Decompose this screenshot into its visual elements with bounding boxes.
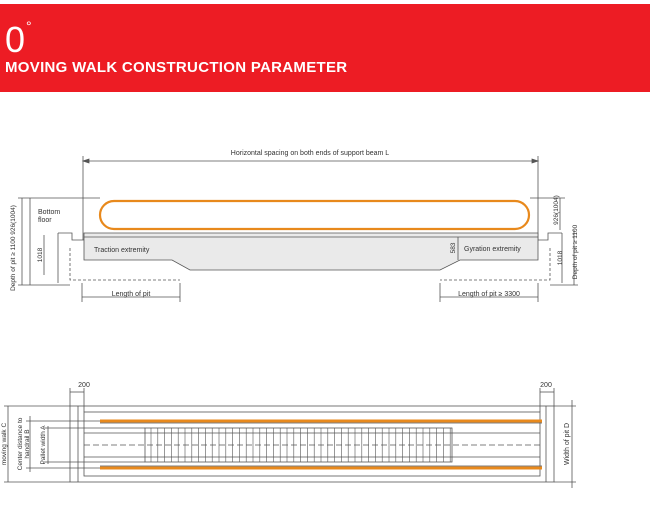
bottom-floor-label-1: Bottom [38, 209, 61, 216]
dim-583: 583 [450, 242, 457, 254]
dim-1018-right: 1018 [557, 250, 564, 266]
horizontal-spacing-label: Horizontal spacing on both ends of support beam L [230, 150, 390, 157]
dim-200-left: 200 [78, 382, 90, 389]
angle-value: 0 [5, 19, 26, 60]
center-distance-label-2: handrail B [24, 429, 31, 459]
arrow-right [532, 159, 538, 163]
arrow-left [83, 159, 89, 163]
depth-of-pit-right: Depth of pit ≥ 1100 [572, 224, 579, 280]
page-title: MOVING WALK CONSTRUCTION PARAMETER [5, 59, 348, 76]
traction-extremity-label: Traction extremity [94, 247, 150, 254]
degree-symbol: ° [26, 18, 32, 34]
dim-926-right: 926(1004) [553, 195, 560, 225]
pallet-width-label: Pallet width A [40, 425, 47, 465]
elevation-view [18, 156, 578, 302]
left-floor-step [58, 233, 84, 240]
depth-of-pit-left: Depth of pit ≥ 1100 926(1004) [10, 205, 17, 291]
right-floor-step [538, 233, 562, 240]
length-of-pit-left: Length of pit [111, 291, 151, 298]
plan-view [4, 388, 576, 488]
center-distance-label-1: Center distance to [17, 417, 24, 471]
dim-1018-left: 1018 [37, 247, 44, 263]
bottom-floor-label-2: floor [38, 217, 52, 224]
length-of-pit-right: Length of pit ≥ 3300 [458, 291, 520, 298]
width-of-pit-label: Width of pit D [564, 422, 571, 466]
handrail-loop [100, 201, 529, 229]
dim-200-right: 200 [540, 382, 552, 389]
gyration-extremity-label: Gyration extremity [464, 246, 521, 253]
moving-walk-c-label: moving walk C [1, 422, 8, 466]
pit-outline [70, 406, 554, 482]
